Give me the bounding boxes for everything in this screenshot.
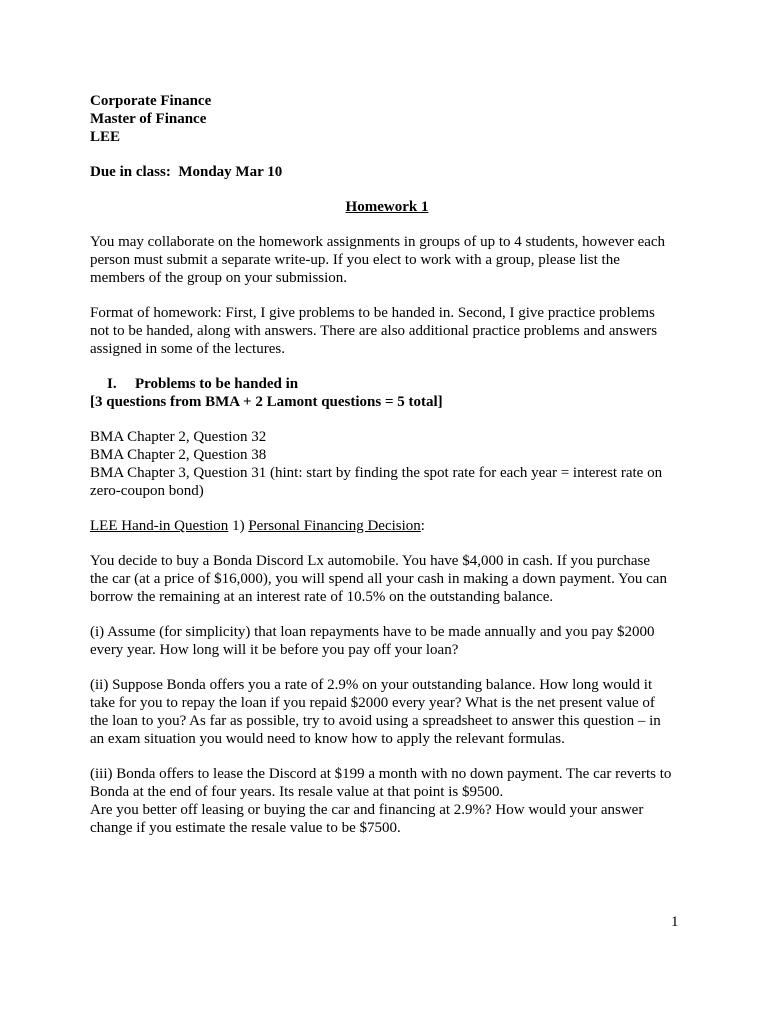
part-iii-line: Are you better off leasing or buying the car and financing at 2.9%? How would your answer [90,802,644,818]
handin-number: 1) [228,518,249,534]
document-page [90,92,680,837]
instructor-name: LEE [90,129,121,145]
section-heading [90,375,680,393]
scenario-line: the car (at a price of $16,000), you will spend all your cash in making a down payment. You can [90,571,667,587]
part-ii-paragraph [90,676,680,748]
bma-question: zero-coupon bond) [90,483,204,499]
bma-question: BMA Chapter 2, Question 38 [90,447,267,463]
scenario-paragraph [90,552,680,606]
section-subheading: [3 questions from BMA + 2 Lamont questions = 5 total] [90,394,443,410]
format-line: assigned in some of the lectures. [90,341,285,357]
format-paragraph [90,304,680,358]
part-ii-line: the loan to you? As far as possible, try to avoid using a spreadsheet to answer this question – in [90,713,661,729]
section-ordinal: I. [107,376,117,392]
part-iii-line: change if you estimate the resale value to be $7500. [90,820,401,836]
intro-paragraph [90,233,680,287]
handin-label: LEE Hand-in Question [90,518,229,534]
part-ii-line: take for you to repay the loan if you repaid $2000 every year? What is the net present value of [90,695,655,711]
part-ii-line: (ii) Suppose Bonda offers you a rate of 2.9% on your outstanding balance. How long would it [90,677,653,693]
part-i-line: (i) Assume (for simplicity) that loan repayments have to be made annually and you pay $2000 [90,624,655,640]
scenario-line: You decide to buy a Bonda Discord Lx automobile. You have $4,000 in cash. If you purchase [90,553,651,569]
format-line: Format of homework: First, I give problems to be handed in. Second, I give practice problems [90,305,655,321]
bma-question: BMA Chapter 2, Question 32 [90,429,267,445]
part-iii-line: (iii) Bonda offers to lease the Discord at $199 a month with no down payment. The car reverts to [90,766,672,782]
part-iii-line: Bonda at the end of four years. Its resale value at that point is $9500. [90,784,504,800]
due-date-line [90,163,680,181]
part-i-line: every year. How long will it be before you pay off your loan? [90,642,459,658]
course-title: Corporate Finance [90,93,212,109]
part-i-paragraph [90,623,680,659]
part-iii-paragraph [90,765,680,837]
homework-title: Homework 1 [345,199,429,215]
bma-question-list [90,428,680,500]
scenario-line: borrow the remaining at an interest rate of 10.5% on the outstanding balance. [90,589,554,605]
section-heading-text: Problems to be handed in [135,376,299,392]
due-label: Due in class: [90,164,171,180]
intro-line: You may collaborate on the homework assignments in groups of up to 4 students, however each [90,234,666,250]
due-date: Monday Mar 10 [178,164,283,180]
page-number: 1 [671,914,679,930]
intro-line: members of the group on your submission. [90,270,348,286]
intro-line: person must submit a separate write-up. If you elect to work with a group, please list the [90,252,620,268]
handin-question-heading [90,517,680,535]
handin-colon: : [420,518,425,534]
program-name: Master of Finance [90,111,207,127]
part-ii-line: an exam situation you would need to know how to apply the relevant formulas. [90,731,565,747]
format-line: not to be handed, along with answers. There are also additional practice problems and answers [90,323,658,339]
bma-question: BMA Chapter 3, Question 31 (hint: start by finding the spot rate for each year = interest rate on [90,465,663,481]
handin-topic: Personal Financing Decision [248,518,421,534]
